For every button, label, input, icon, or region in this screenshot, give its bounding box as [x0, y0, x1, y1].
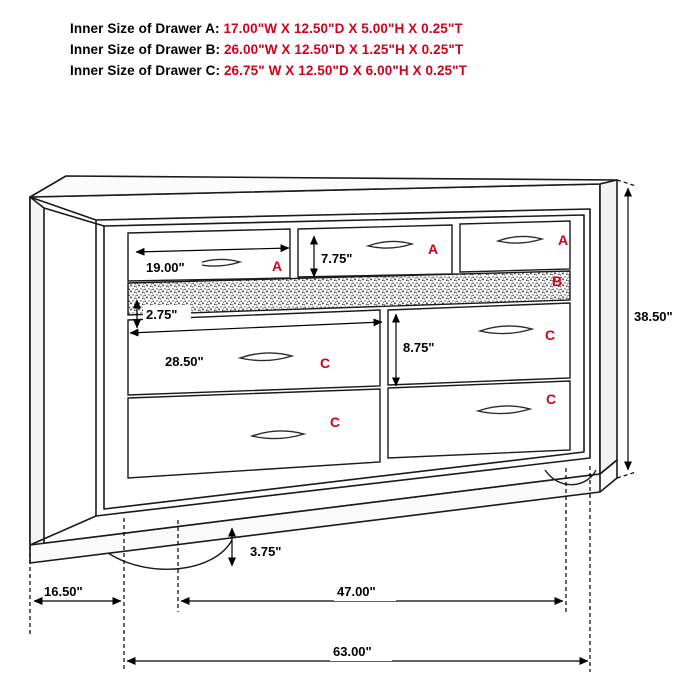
drawer-label-b: B	[552, 273, 563, 289]
drawer-label-a-left: A	[272, 258, 283, 274]
spec-a-value: 17.00"W X 12.50"D X 5.00"H X 0.25"T	[223, 21, 463, 36]
label-19: 19.00"	[146, 260, 185, 275]
drawer-label-c-right-lower: C	[546, 391, 557, 407]
label-38-5: 38.50"	[634, 309, 673, 324]
drawer-label-c-left-lower: C	[330, 414, 341, 430]
spec-c-value: 26.75" W X 12.50"D X 6.00"H X 0.25"T	[223, 63, 468, 78]
spec-c-prefix: Inner Size of Drawer C:	[70, 63, 224, 78]
drawer-label-a-right: A	[558, 232, 569, 248]
drawer-label-a-center: A	[428, 241, 439, 257]
spec-b-prefix: Inner Size of Drawer B:	[70, 42, 224, 57]
label-16-5: 16.50"	[44, 584, 83, 599]
spec-b-value: 26.00"W X 12.50"D X 1.25"H X 0.25"T	[223, 42, 464, 57]
label-7-75: 7.75"	[321, 251, 353, 266]
drawer-label-c-left-upper: C	[320, 355, 331, 371]
drawer-a-right	[460, 221, 570, 272]
label-3-75: 3.75"	[250, 544, 282, 559]
spec-a-prefix: Inner Size of Drawer A:	[70, 21, 224, 36]
label-2-75: 2.75"	[146, 307, 178, 322]
drawer-label-c-right-upper: C	[545, 327, 556, 343]
drawer-c-left-lower	[128, 389, 380, 478]
drawer-c-right-lower	[388, 381, 570, 458]
label-8-75: 8.75"	[403, 340, 435, 355]
label-28-5: 28.50"	[165, 354, 204, 369]
label-63: 63.00"	[333, 644, 372, 659]
label-47: 47.00"	[337, 584, 376, 599]
